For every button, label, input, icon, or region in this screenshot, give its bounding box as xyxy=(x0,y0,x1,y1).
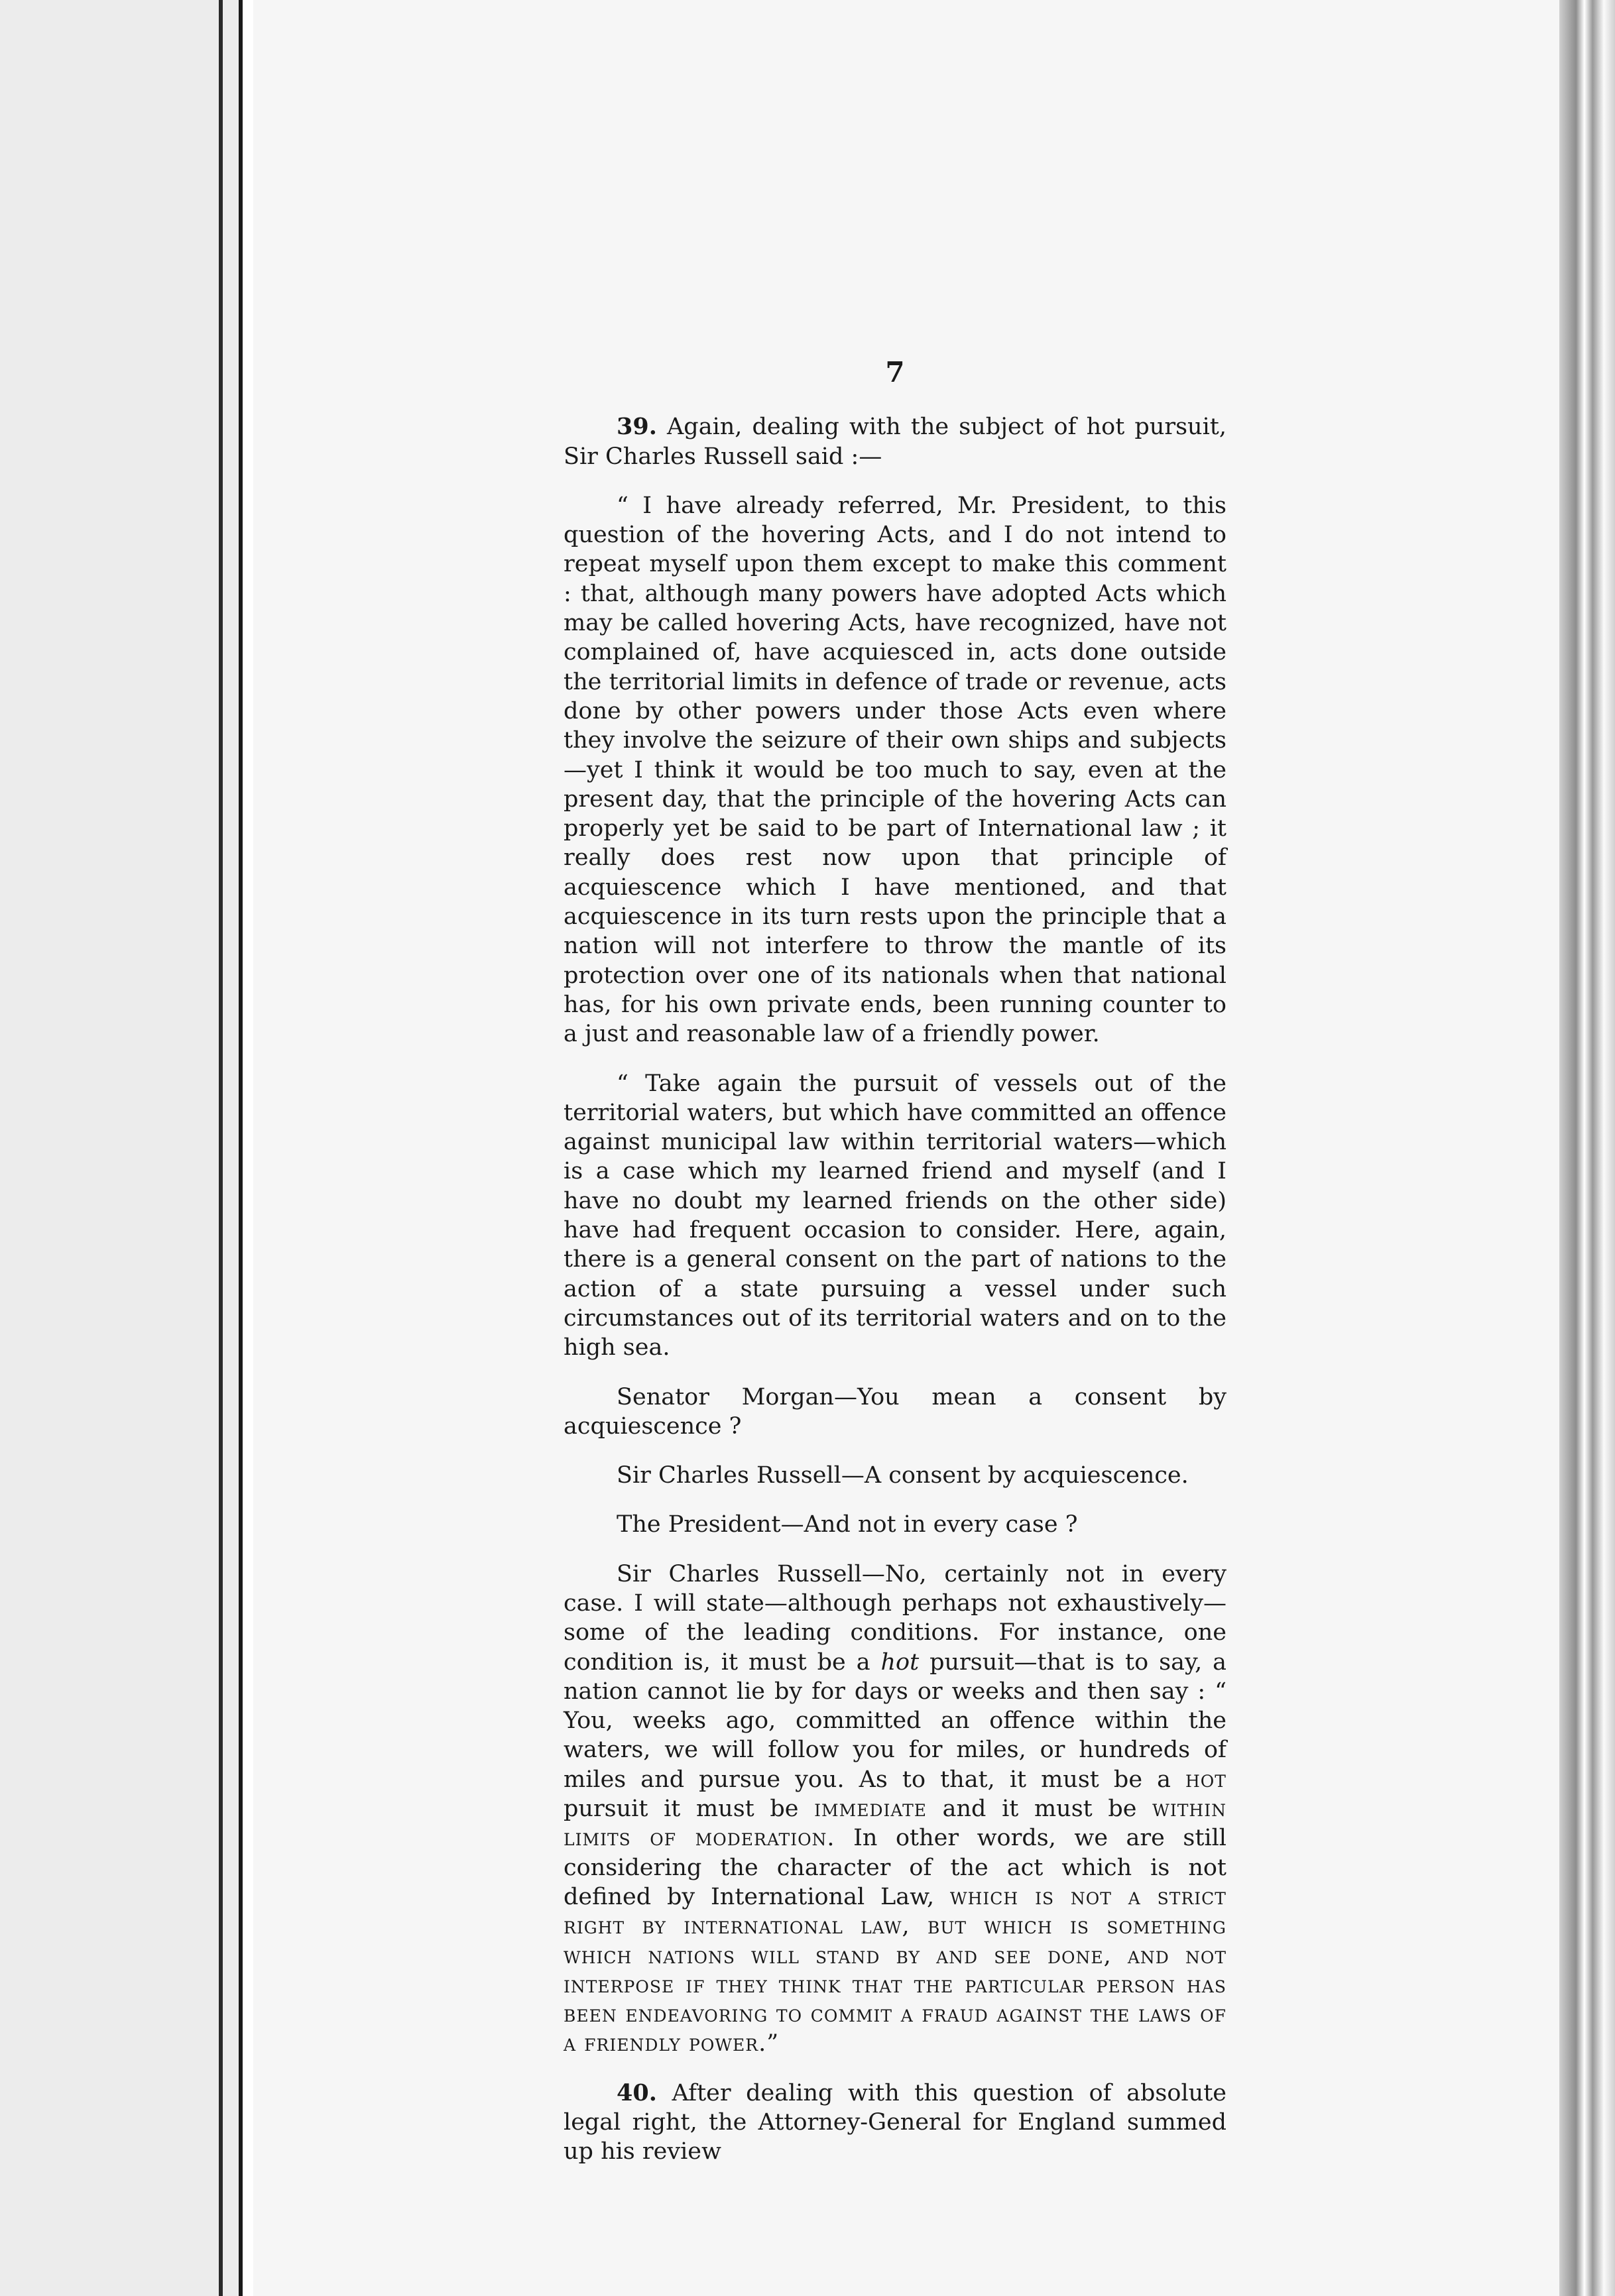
reply-text: Sir Charles Russell—No, certainly not in every case. I will state—although perhaps not exhaustively—some of the leading conditions. For instance, one condition is, it must be a xyxy=(564,1560,1226,1676)
paragraph-number: 39. xyxy=(617,413,657,441)
small-caps-text: within limits of moderation. xyxy=(564,1796,1226,1852)
reply-text: pursuit—that is to say, a nation cannot lie by for days or weeks and then say : “ You, weeks ago, committed an offence within the waters, we will follow you for miles, or hundreds of miles and pursue you. As to that, it must be a xyxy=(564,1648,1226,1793)
closing-quote: ” xyxy=(766,2030,779,2057)
quote-paragraph-2: “ Take again the pursuit of vessels out of the territorial waters, but which have committed an offence against municipal law within territorial waters—which is a case which my learned friend and myself (and I have no doubt my learned friends on the other side) have had frequent occasion to consider. Here, again, there is a general consent on the part of nations to the action of a state pursuing a vessel under such circumstances out of its territorial waters and on to the high sea. xyxy=(564,1070,1226,1361)
small-caps-text: hot xyxy=(1185,1766,1226,1793)
paragraph-40-text: After dealing with this question of absolute legal right, the Attorney-General for England summed up his review xyxy=(564,2079,1226,2165)
facing-page-gutter xyxy=(219,0,223,2296)
dialogue-line: Sir Charles Russell—A consent by acquiescence. xyxy=(617,1462,1189,1489)
final-reply-paragraph xyxy=(564,1560,1226,2059)
page-text xyxy=(564,358,1226,2167)
emphasis-hot: hot xyxy=(880,1648,920,1676)
reply-text: In other words, we are still considering the character of the act which is not defined by International Law, xyxy=(564,1825,1226,1910)
paragraph-number: 40. xyxy=(617,2079,657,2106)
facing-page xyxy=(0,0,243,2296)
paragraph-40 xyxy=(564,2079,1226,2167)
page-number: 7 xyxy=(885,356,905,388)
reply-text: and it must be xyxy=(942,1796,1137,1823)
quote-paragraph-1: “ I have already referred, Mr. President, to this question of the hovering Acts, and I do not intend to repeat myself upon them except to make this comment : that, although many powers have adopted Acts which may be called hovering Acts, have recognized, have not complained of, have acquiesced in, acts done outside the territorial limits in defence of trade or revenue, acts done by other powers under those Acts even where they involve the seizure of their own ships and subjects —yet I think it would be too much to say, even at the present day, that the principle of the hovering Acts can properly yet be said to be part of International law ; it really does rest now upon that principle of acquiescence which I have mentioned, and that acquiescence in its turn rests upon the principle that a nation will not interfere to throw the mantle of its protection over one of its nationals when that national has, for his own private ends, been running counter to a just and reasonable law of a friendly power. xyxy=(564,492,1226,1048)
dialogue-line: The President—And not in every case ? xyxy=(617,1511,1078,1538)
small-caps-text: which is not a strict right by international law, but which is something which nations will stand by and see done, and not interpose if they think that the particular person has been endeavoring to commit a fraud against the laws of a friendly power. xyxy=(564,1883,1226,2057)
dialogue-line: Senator Morgan—You mean a consent by acquiescence ? xyxy=(564,1383,1226,1440)
page-edge xyxy=(1559,0,1615,2296)
paragraph-39-text: Again, dealing with the subject of hot pursuit, Sir Charles Russell said :— xyxy=(564,414,1226,470)
reply-text: pursuit it must be xyxy=(564,1796,799,1823)
small-caps-text: immediate xyxy=(814,1796,927,1823)
paragraph-39 xyxy=(564,412,1226,471)
